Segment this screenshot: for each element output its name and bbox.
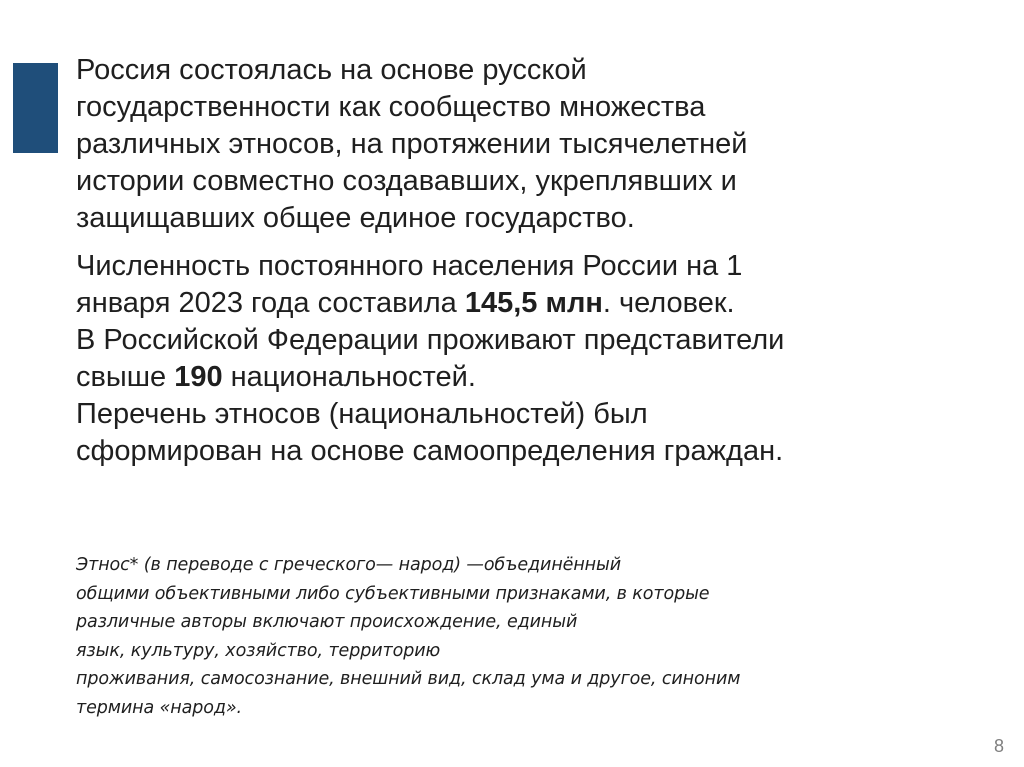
- text-line: защищавших общее единое государство.: [76, 202, 635, 234]
- paragraph-history: [76, 52, 976, 237]
- footnote-line: термина «народ».: [76, 697, 243, 718]
- text-fragment: национальностей.: [222, 361, 476, 393]
- text-fragment: января 2023 года составила: [76, 287, 465, 319]
- ethnos-definition: [76, 551, 976, 722]
- text-line: В Российской Федерации проживают представители: [76, 324, 785, 356]
- nationalities-count: 190: [174, 361, 223, 393]
- footnote-line: язык, культуру, хозяйство, территорию: [76, 640, 441, 661]
- paragraph-population: [76, 248, 976, 470]
- main-text: [76, 52, 976, 470]
- text-line: различных этносов, на протяжении тысячелетней: [76, 128, 748, 160]
- page-number: 8: [993, 736, 1004, 756]
- text-fragment: свыше: [76, 361, 175, 393]
- footnote-line: различные авторы включают происхождение, единый: [76, 612, 578, 632]
- text-line: Россия состоялась на основе русской: [76, 54, 587, 86]
- text-line: государственности как сообщество множества: [76, 91, 706, 123]
- text-fragment: . человек.: [602, 287, 735, 319]
- text-line: истории совместно создававших, укреплявших и: [76, 165, 737, 197]
- footnote-line: общими объективными либо субъективными признаками, в которые: [76, 583, 710, 604]
- population-figure: 145,5 млн: [464, 287, 603, 319]
- text-line: сформирован на основе самоопределения граждан.: [76, 435, 784, 467]
- text-line: [76, 359, 976, 396]
- text-line: Численность постоянного населения России на 1: [76, 250, 743, 282]
- text-line: [76, 285, 976, 322]
- accent-bar: [13, 63, 58, 153]
- footnote-line: Этнос* (в переводе с греческого— народ) —объединённый: [76, 555, 622, 575]
- text-line: Перечень этносов (национальностей) был: [76, 398, 648, 430]
- footnote-line: проживания, самосознание, внешний вид, склад ума и другое, синоним: [76, 669, 741, 689]
